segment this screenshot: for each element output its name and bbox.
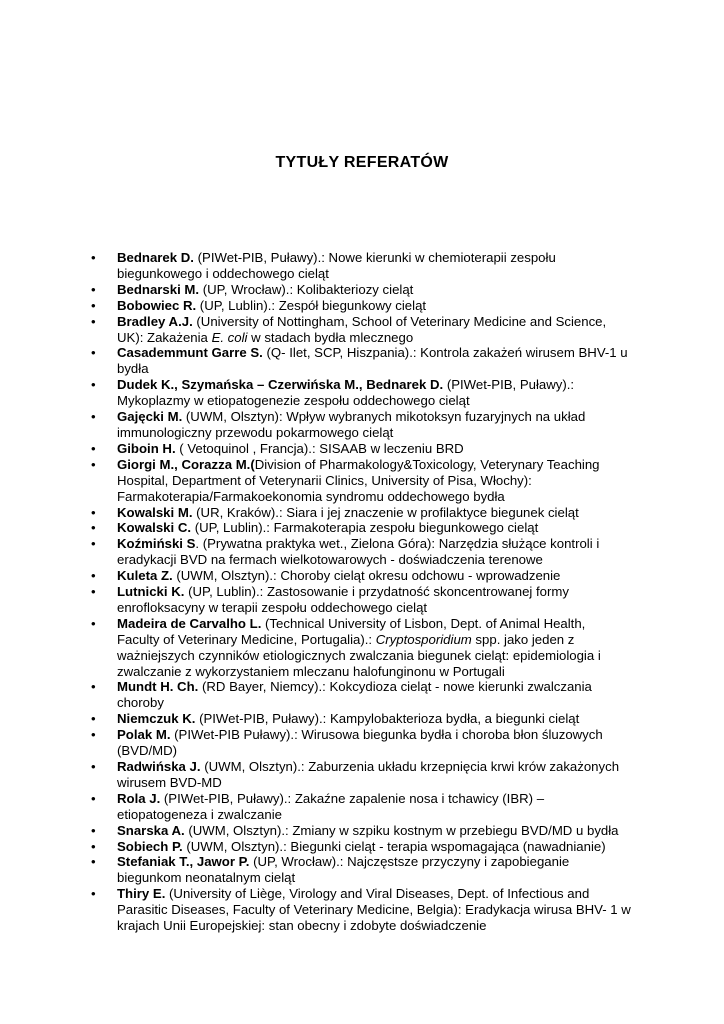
author-name: Gajęcki M. (117, 409, 183, 425)
list-item (91, 886, 631, 934)
list-item (91, 679, 631, 711)
item-text: (UP, Lublin).: Zastosowanie i przydatność skoncentrowanej formy enrofloksacyny w terapii zespołu oddechowego cieląt (117, 584, 569, 615)
item-text: (PIWet-PIB, Puławy).: Kampylobakterioza bydła, a biegunki cieląt (195, 711, 580, 727)
item-text: (UWM, Olsztyn): Wpływ wybranych mikotoksyn fuzaryjnych na układ immunologiczny przewodu pokarmowego cieląt (117, 409, 586, 440)
author-name: Snarska A. (117, 822, 185, 838)
list-item (91, 441, 631, 457)
author-name: Madeira de Carvalho L. (117, 615, 262, 631)
list-item (91, 823, 631, 839)
author-name: Giorgi M., Corazza M.( (117, 456, 255, 472)
item-text-continued: spp. jako jeden z ważniejszych czynników etiologicznych zwalczania biegunek cieląt: epidemiologia i zwalczanie z wykorzystaniem mleczanu halofunginonu w Portugali (117, 631, 601, 679)
page-title: TYTUŁY REFERATÓW (275, 154, 449, 171)
author-name: Thiry E. (117, 886, 166, 902)
item-text: (University of Liège, Virology and Viral Diseases, Dept. of Infectious and Parasitic Diseases, Faculty of Veterinary Medicine, Belgia): Eradykacja wirusa BHV- 1 w krajach Unii Europejskiej: stan obecny i zdobyte doświadczenie (117, 886, 631, 934)
item-text: (University of Nottingham, School of Veterinary Medicine and Science, UK): Zakażenia (117, 313, 607, 345)
author-name: Niemczuk K. (117, 711, 196, 727)
author-name: Koźmiński S (117, 536, 196, 552)
list-item (91, 791, 631, 823)
list-item (91, 250, 631, 282)
item-text: (UR, Kraków).: Siara i jej znaczenie w profilaktyce biegunek cieląt (192, 504, 579, 520)
author-name: Kowalski C. (117, 520, 192, 536)
author-name: Bednarek D. (117, 250, 194, 265)
item-text: Division of Pharmakology&Toxicology, Veterynary Teaching Hospital, Department of Veterynarii Clinics, University of Pisa, Włochy): Farmakoterapia/Farmakoekonomia syndromu oddechowego bydła (117, 456, 600, 504)
author-name: Stefaniak T., Jawor P. (117, 854, 250, 870)
list-item (91, 839, 631, 855)
item-text: (PIWet-PIB, Puławy).: Mykoplazmy w etiopatogenezie zespołu oddechowego cieląt (117, 377, 575, 409)
author-name: Casademmunt Garre S. (117, 345, 263, 361)
item-text: (PIWet-PIB Puławy).: Wirusowa biegunka bydła i choroba błon śluzowych (BVD/MD) (117, 727, 603, 759)
list-item (91, 298, 631, 314)
list-item (91, 377, 631, 409)
author-name: Kuleta Z. (117, 568, 173, 584)
list-item (91, 457, 631, 505)
item-text-continued: w stadach bydła mlecznego (247, 329, 414, 345)
item-text: (UP, Wrocław).: Kolibakteriozy cieląt (199, 281, 414, 297)
author-name: Giboin H. (117, 440, 176, 456)
author-name: Polak M. (117, 727, 171, 743)
item-text: (PIWet-PIB, Puławy).: Nowe kierunki w chemioterapii zespołu biegunkowego i oddechowego cieląt (117, 250, 556, 281)
list-item (91, 282, 631, 298)
author-name: Bradley A.J. (117, 313, 193, 329)
item-text: (UWM, Olsztyn).: Choroby cieląt okresu odchowu - wprowadzenie (172, 568, 561, 584)
list-item (91, 616, 631, 680)
author-name: Rola J. (117, 790, 161, 806)
author-name: Mundt H. Ch. (117, 679, 199, 695)
list-item (91, 505, 631, 521)
list-item (91, 409, 631, 441)
item-text: (UP, Lublin).: Farmakoterapia zespołu biegunkowego cieląt (191, 520, 539, 536)
list-item (91, 584, 631, 616)
list-item (91, 314, 631, 346)
item-text: (UWM, Olsztyn).: Zaburzenia układu krzepnięcia krwi krów zakażonych wirusem BVD-MD (117, 759, 620, 790)
item-text: (UWM, Olsztyn).: Zmiany w szpiku kostnym w przebiegu BVD/MD u bydła (184, 822, 619, 838)
author-name: Kowalski M. (117, 504, 193, 520)
author-name: Lutnicki K. (117, 584, 185, 600)
list-item (91, 568, 631, 584)
list-item (91, 536, 631, 568)
list-item (91, 759, 631, 791)
lecture-list (91, 250, 631, 934)
list-item (91, 727, 631, 759)
list-item (91, 345, 631, 377)
item-text: (RD Bayer, Niemcy).: Kokcydioza cieląt - nowe kierunki zwalczania choroby (117, 679, 592, 711)
item-text: (PIWet-PIB, Puławy).: Zakaźne zapalenie nosa i tchawicy (IBR) – etiopatogeneza i zwalczanie (117, 790, 545, 822)
item-text: ( Vetoquinol , Francja).: SISAAB w leczeniu BRD (175, 440, 464, 456)
list-item (91, 520, 631, 536)
item-text: (UWM, Olsztyn).: Biegunki cieląt - terapia wspomagająca (nawadnianie) (182, 838, 606, 854)
author-name: Sobiech P. (117, 838, 183, 854)
item-italic: Cryptosporidium (375, 631, 472, 647)
item-italic: E. coli (211, 329, 248, 345)
item-text: (Q- Ilet, SCP, Hiszpania).: Kontrola zakażeń wirusem BHV-1 u bydła (117, 345, 628, 377)
item-text: (Technical University of Lisbon, Dept. of Animal Health, Faculty of Veterinary Medicine, Portugalia).: (117, 615, 586, 647)
list-item (91, 711, 631, 727)
list-item (91, 854, 631, 886)
author-name: Bobowiec R. (117, 297, 197, 313)
item-text: (UP, Lublin).: Zespół biegunkowy cieląt (196, 297, 427, 313)
item-text: (UP, Wrocław).: Najczęstsze przyczyny i zapobieganie biegunkom neonatalnym cieląt (117, 854, 570, 886)
item-text: . (Prywatna praktyka wet., Zielona Góra): Narzędzia służące kontroli i eradykacji BVD na fermach wielkotowarowych - doświadczenia terenowe (117, 536, 600, 568)
author-name: Radwińska J. (117, 759, 201, 774)
author-name: Dudek K., Szymańska – Czerwińska M., Bednarek D. (117, 377, 444, 393)
author-name: Bednarski M. (117, 281, 200, 297)
